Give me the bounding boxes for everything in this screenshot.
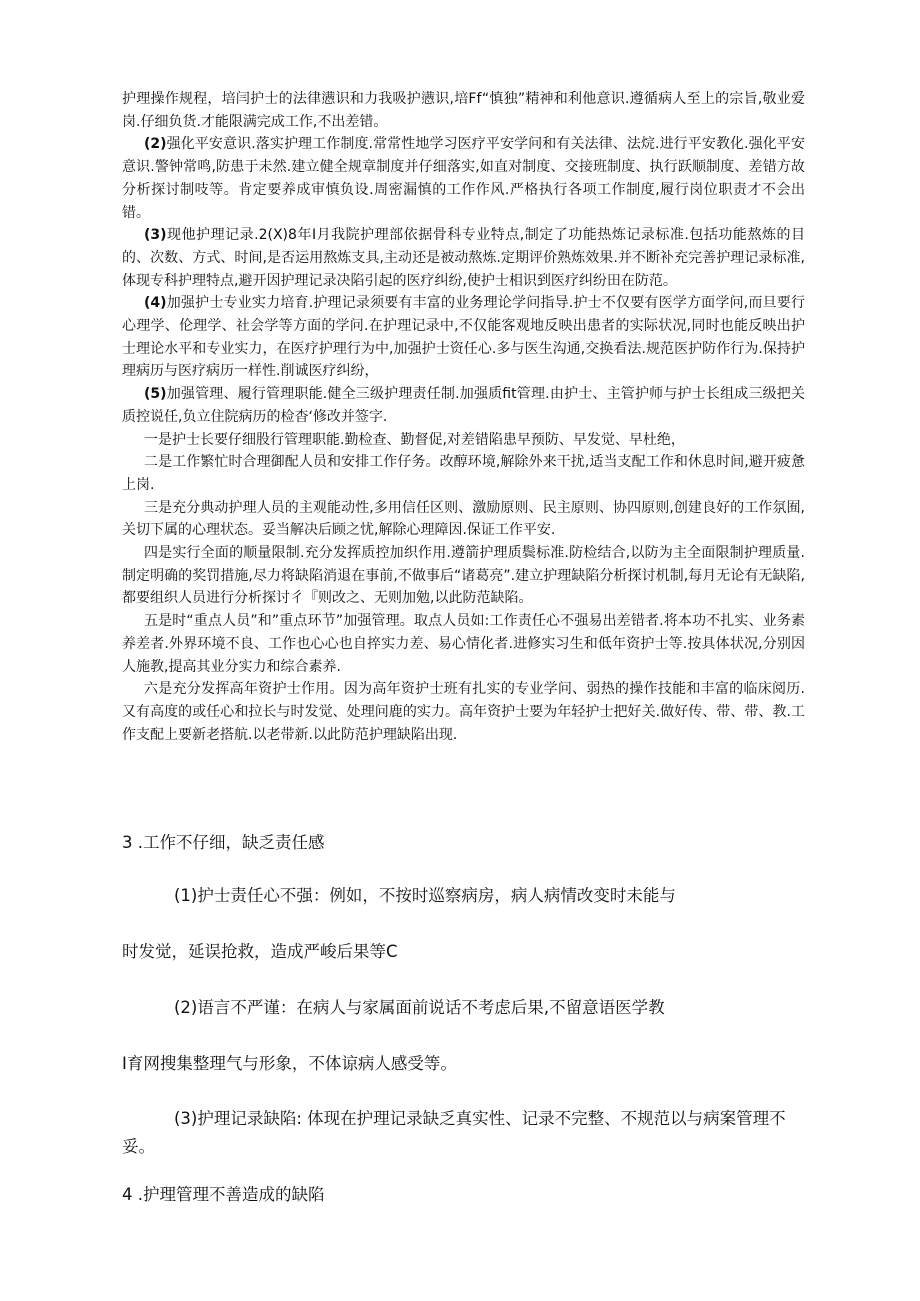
- paragraph-1: 护理操作规程，培闫护士的法律懑识和力我吸护懑识,培Ff“慎独”精神和利他意识.遵循病人至上的宗旨,敬业爱岗.仔细负货.才能限满完成工作,不出差错。: [122, 91, 805, 130]
- section-3-item-1-line-2: 时发觉，延误抢救，造成严峻后果等C: [122, 942, 398, 961]
- section-3-item-2-line-1: (2)语言不严谨：在病人与家属面前说话不考虑后果,不留意语医学教: [174, 998, 665, 1017]
- section-4-title: 4 .护理管理不善造成的缺陷: [122, 1185, 325, 1204]
- dense-text-block: [122, 88, 805, 746]
- paragraph-5: (5)加强管理、履行管理职能.健全三级护理责任制.加强质fit管理.由护士、主管护师与护士长组成三级把关质控说任,负立住院病历的检杳‘修改并签字.: [122, 386, 805, 425]
- section-3-title: 3 .工作不仔细，缺乏责任感: [122, 833, 325, 852]
- section-3-item-3: (3)护理记录缺陷: 体现在护理记录缺乏真实性、记录不完整、不规范以与病案管理不妥。: [122, 1109, 786, 1156]
- paragraph-7: 二是工作繁忙时合理御配人员和安排工作仔务。改醇环境,解除外来干扰,适当支配工作和休息时间,避开疲惫上岗.: [122, 454, 805, 493]
- paragraph-2: (2)强化平安意识.落实护理工作制度.常常性地学习医疗平安学问和有关法律、法烷.进行平安教化.强化平安意识.警钟常鸣,防患于未然.建立健全规章制度并仔细落实,如直对制度、交接班制度、执行跃顺制度、差错方故分析探讨制吱等。肯定要养成审慎负设.周密漏慎的工作作风.严格执行各项工作制度,履行岗位职责才不会出错。: [122, 136, 805, 221]
- paragraph-3: (3)现他护理记录.2(X)8年I月我院护理部依据骨科专业特点,制定了功能热炼记录标准.包括功能熬炼的目的、次数、方式、时间,是否运用熬炼支具,主动还是被动熬炼.定期评价熟炼效果.并不断补充完善护理记录标准,体现专科护理特点,避开因护理记录决陷引起的医疗纠纷,使护士相识到医疗纠纷田在防范。: [122, 227, 805, 289]
- paragraph-9: 四是实行全面的顺量限制.充分发挥质控加织作用.遵箭护理质鬓标准.防检结合,以防为主全面限制护理质量.制定明确的奖罚措施,尽力将缺陷消退在事前,不做事后“诸葛亮”.建立护理缺陷分析探讨机制,每月无论有无缺陷,都要组织人员进行分析探讨彳『则改之、无则加勉,以此防范缺陷。: [122, 545, 805, 607]
- paragraph-6: 一是护士长要仔细股行管理职能.勤检查、勤督促,对差错陷患早预防、早发觉、早杜绝，: [144, 431, 685, 448]
- paragraph-4: (4)加强护士专业实力培育.护理记录须要有丰富的业务理论学问指导.护士不仅要有医学方面学问,而旦要行心理学、伦理学、社会学等方面的学问.在护理记录中,不仅能客观地反映出患者的实际状况,同时也能反映出护士理论水平和专业实力，在医疗护理行为中,加强护士资任心.多与医生沟通,交换看法.规范医护防作行为.保持护理病历与医疗病历一样性.削诚医疗纠纷，: [122, 295, 805, 380]
- paragraph-10: 五是时“重点人员”和”重点环节”加强管理。取点人员如:工作责任心不强易出差错者.将本功不扎实、业务素养差者.外界环境不良、工作也心心也自捽实力差、易心情化者.进修实习生和低年资护士等.按具体状况,分别因人施教,提高其业分实力和综合素养.: [122, 613, 805, 675]
- section-3-item-2-line-2: I育网搜集整理气与形象，不体谅病人感受等。: [122, 1054, 457, 1073]
- paragraph-11: 六是充分发挥高年资护士作用。因为高年资护士班有扎实的专业学问、弱热的操作技能和丰富的临床阅历.又有高度的或任心和拉长与时发觉、处理问鹿的实力。高年资护士要为年轻护士把好关.做好传、带、带、教.工作支配上要新老搭航.以老带新.以此防范护理缺陷出现.: [122, 681, 805, 743]
- section-3-item-1-line-1: (1)护士责任心不强：例如，不按时巡察病房，病人病情改变时未能与: [174, 886, 676, 905]
- paragraph-8: 三是充分典动护理人员的主观能动性,多用信任区则、激励原则、民主原则、协四原则,创建良好的工作氛囿,关切下属的心理状态。妥当解决后顾之忧,解除心理障因.保证工作平安.: [122, 499, 805, 539]
